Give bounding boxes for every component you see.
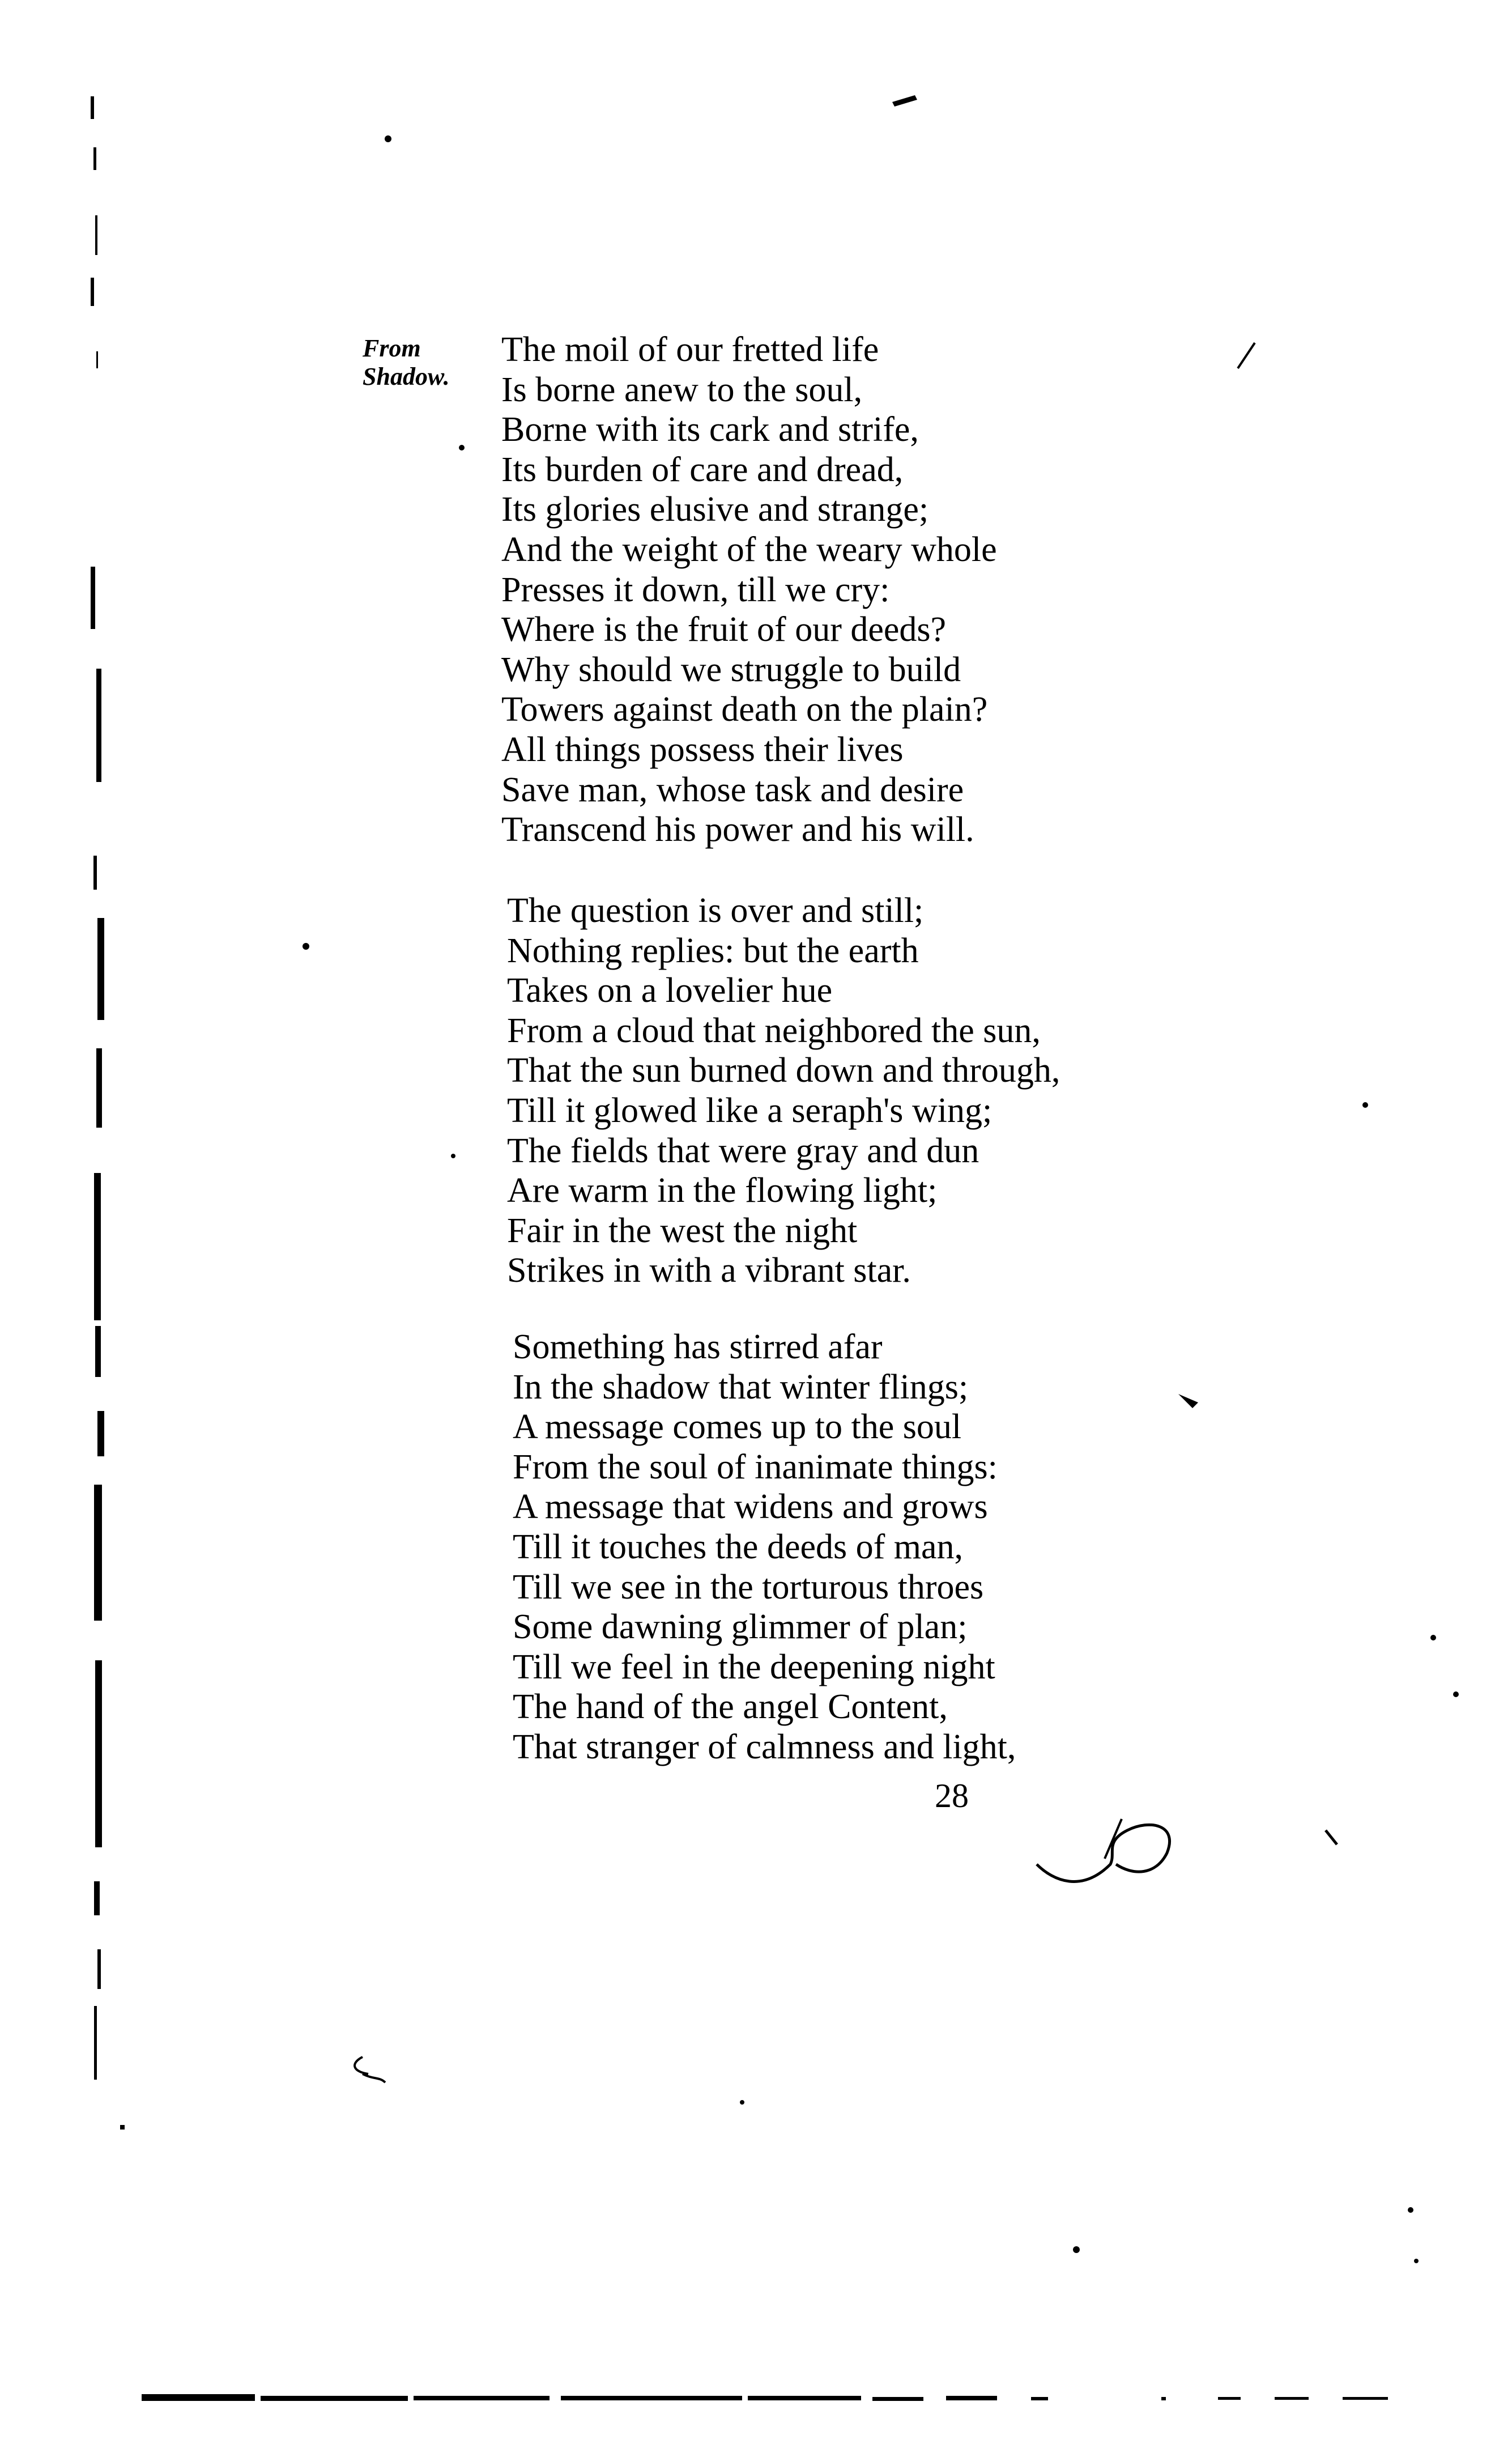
- poem-line: The moil of our fretted life: [501, 330, 879, 369]
- poem-line: Save man, whose task and desire: [501, 770, 964, 809]
- poem-line: Nothing replies: but the earth: [507, 931, 919, 970]
- poem-line: Its glories elusive and strange;: [501, 490, 929, 529]
- poem-line: A message that widens and grows: [513, 1487, 988, 1527]
- poem-line: Its burden of care and dread,: [501, 450, 904, 489]
- margin-note-line: From: [363, 334, 421, 362]
- poem-line: Are warm in the flowing light;: [507, 1171, 938, 1210]
- poem-line: Towers against death on the plain?: [501, 690, 988, 729]
- poem-line: Transcend his power and his will.: [501, 810, 974, 849]
- poem-line: Why should we struggle to build: [501, 650, 961, 689]
- poem-line: Strikes in with a vibrant star.: [507, 1251, 911, 1290]
- poem-line: That the sun burned down and through,: [507, 1051, 1060, 1090]
- poem-line: Till it touches the deeds of man,: [513, 1527, 964, 1566]
- poem-line: The fields that were gray and dun: [507, 1131, 979, 1170]
- poem-line: Something has stirred afar: [513, 1328, 883, 1366]
- poem-line: A message comes up to the soul: [513, 1408, 962, 1447]
- poem-line: All things possess their lives: [501, 730, 904, 769]
- poem-line: From the soul of inanimate things:: [513, 1447, 998, 1486]
- poem-line: Till we feel in the deepening night: [513, 1647, 995, 1686]
- poem-line: And the weight of the weary whole: [501, 530, 997, 569]
- poem-line: From a cloud that neighbored the sun,: [507, 1011, 1041, 1050]
- poem-line: That stranger of calmness and light,: [513, 1727, 1016, 1766]
- poem-line: Fair in the west the night: [507, 1211, 858, 1250]
- poem-line: Till it glowed like a seraph's wing;: [507, 1091, 993, 1130]
- poem-line: Some dawning glimmer of plan;: [513, 1608, 968, 1647]
- poem-line: The question is over and still;: [507, 891, 924, 930]
- poem-line: Borne with its cark and strife,: [501, 410, 919, 449]
- poem-line: The hand of the angel Content,: [513, 1688, 948, 1727]
- page-number: 28: [935, 1777, 969, 1814]
- poem-line: Presses it down, till we cry:: [501, 570, 890, 609]
- poem-line: Where is the fruit of our deeds?: [501, 610, 947, 649]
- poem-line: Takes on a lovelier hue: [507, 971, 833, 1010]
- poem-line: In the shadow that winter flings;: [513, 1367, 969, 1406]
- poem-line: Till we see in the torturous throes: [513, 1567, 984, 1606]
- margin-note-line: Shadow.: [363, 363, 450, 390]
- poem-line: Is borne anew to the soul,: [501, 370, 863, 409]
